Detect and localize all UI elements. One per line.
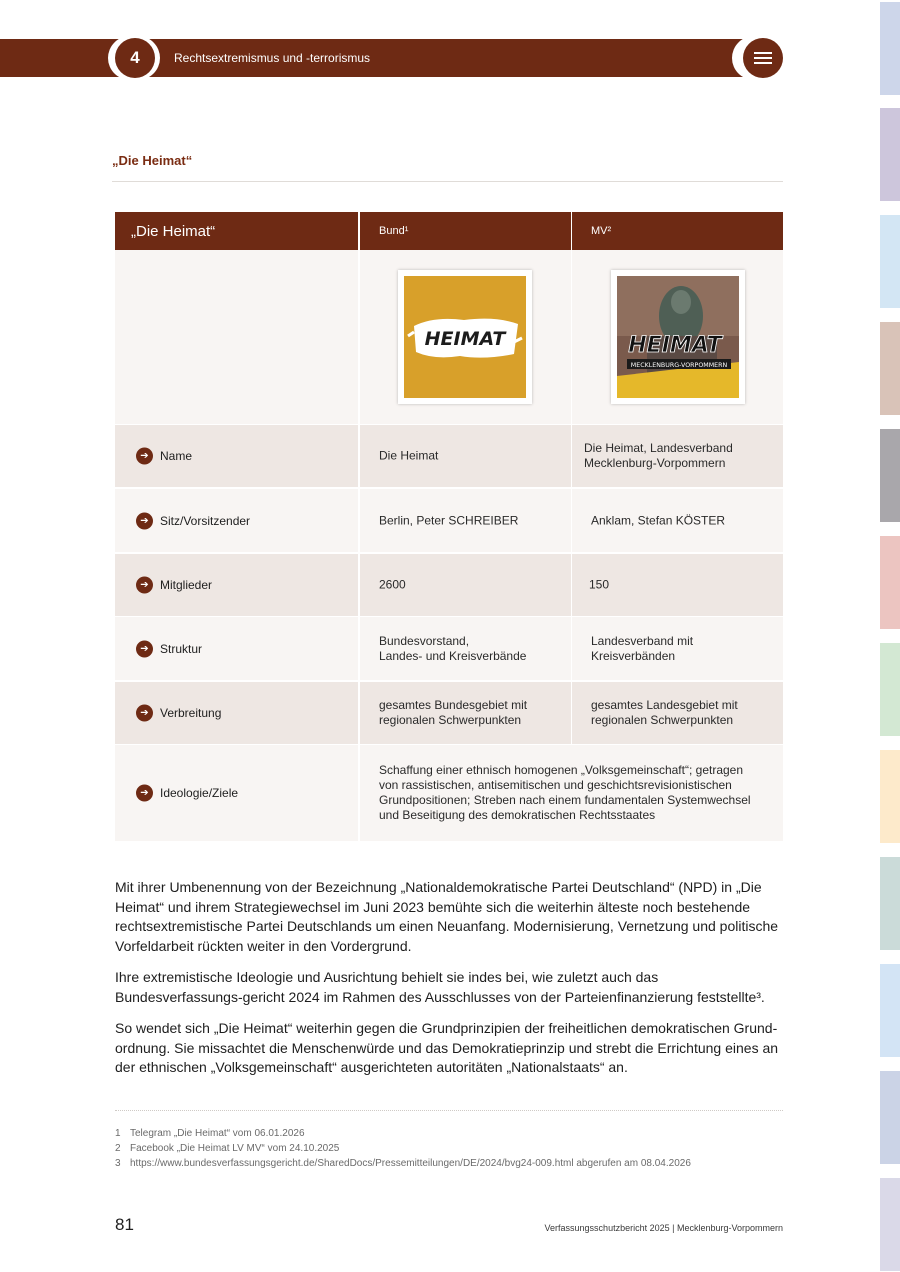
footnote-link[interactable]: 3 https://www.bundesverfassungsgericht.de/SharedDocs/Pressemitteilungen/DE/2024/bvg24-009.html abgerufen am 08.04.2026 <box>115 1158 691 1169</box>
chapter-tab[interactable] <box>880 2 900 95</box>
mv-value: Die Heimat, Landesverband Mecklenburg-Vorpommern <box>584 441 733 470</box>
row-label: Verbreitung <box>160 706 222 720</box>
table-row <box>115 554 783 616</box>
mv-value: gesamtes Landesgebiet mit regionalen Schwerpunkten <box>591 698 738 727</box>
logo-row <box>115 250 783 424</box>
mv-logo-image <box>611 270 745 404</box>
row-label: Sitz/Vorsitzender <box>160 513 251 528</box>
chapter-tab[interactable] <box>880 857 900 950</box>
chapter-tab[interactable] <box>880 750 900 843</box>
table-row <box>115 617 783 680</box>
chapter-tab[interactable] <box>880 1071 900 1164</box>
arrow-right-icon: ➔ <box>136 785 153 802</box>
mv-value: Landesverband mit Kreisverbänden <box>591 633 694 663</box>
footnote-divider <box>115 1110 783 1111</box>
row-label: Struktur <box>160 641 203 656</box>
ideology-value: Schaffung einer ethnisch homogenen „Volksgemeinschaft“; getragen von rassistischen, antisemitischen und geschichtsrevisionistischen Grundpositionen; Streben nach einem fundamentalen Systemwechsel und Beseitigung des demokratischen Rechtsstaates <box>379 763 751 822</box>
mv-value: Anklam, Stefan KÖSTER <box>591 513 726 527</box>
footnote: 2 Facebook „Die Heimat LV MV“ vom 24.10.2025 <box>115 1143 340 1154</box>
svg-text:HEIMAT: HEIMAT <box>628 333 722 358</box>
chapter-badge[interactable] <box>108 36 160 80</box>
svg-text:MECKLENBURG-VORPOMMERN: MECKLENBURG-VORPOMMERN <box>630 362 728 369</box>
chapter-tab[interactable] <box>880 964 900 1057</box>
hamburger-menu-icon[interactable] <box>743 38 783 78</box>
bund-value: Die Heimat <box>379 448 439 463</box>
publication-title: Verfassungsschutzbericht 2025 | Mecklenburg-Vorpommern <box>544 1223 783 1233</box>
mv-value: 150 <box>589 577 610 592</box>
chapter-tab[interactable] <box>880 1178 900 1271</box>
bund-value: 2600 <box>379 577 406 592</box>
chapter-tab[interactable] <box>880 215 900 308</box>
row-label: Ideologie/Ziele <box>160 786 239 800</box>
bund-logo-image <box>398 270 532 404</box>
chapter-tab[interactable] <box>880 643 900 736</box>
chapter-tab[interactable] <box>880 429 900 522</box>
bund-value: Berlin, Peter SCHREIBER <box>379 513 519 527</box>
section-heading: „Die Heimat“ <box>112 153 193 168</box>
body-paragraph: So wendet sich „Die Heimat“ weiterhin gegen die Grundprinzipien der freiheitlichen demokratischen Grund-ordnung. Sie missachtet die Menschenwürde und das Demokratieprinzip und strebt die Errichtung eines an der ethnischen „Volksgemeinschaft“ ausgerichteten autoritäten „Nationalstaats“ an. <box>115 1020 779 1075</box>
chapter-number: 4 <box>115 38 155 78</box>
page-number: 81 <box>115 1215 134 1234</box>
header-cell-mv: MV² <box>572 212 783 250</box>
header-cell-bund: Bund¹ <box>360 212 571 250</box>
section-divider <box>112 181 783 182</box>
table-header-row <box>115 212 783 250</box>
row-label: Mitglieder <box>160 578 213 592</box>
body-paragraph: Ihre extremistische Ideologie und Ausrichtung behielt sie indes bei, wie zuletzt auch das Bundesverfassungs-gericht 2024 im Rahmen des Ausschlusses von der Parteienfinanzierung feststellte³. <box>115 969 765 1005</box>
arrow-right-icon: ➔ <box>136 448 153 465</box>
chapter-tab[interactable] <box>880 108 900 201</box>
table-row <box>115 682 783 744</box>
arrow-right-icon: ➔ <box>136 640 153 657</box>
chapter-tab[interactable] <box>880 536 900 629</box>
table-row <box>115 425 783 487</box>
body-paragraph: Mit ihrer Umbenennung von der Bezeichnung „Nationaldemokratische Partei Deutschland“ (NPD) in „Die Heimat“ und ihrem Strategiewechsel im Juni 2023 bemühte sich die weiterhin älteste noch bestehende rechtsextremistische Partei Deutschlands um einen Neuanfang. Modernisierung, Vernetzung und politische Vorfeldarbeit rückten weiter in den Vordergrund. <box>115 879 779 954</box>
chapter-tab[interactable] <box>880 322 900 415</box>
chapter-title: Rechtsextremismus und -terrorismus <box>174 51 371 65</box>
header-cell-party: „Die Heimat“ <box>115 212 358 250</box>
bund-value: gesamtes Bundesgebiet mit regionalen Schwerpunkten <box>379 698 528 727</box>
row-label: Name <box>160 449 193 463</box>
footnote: 1 Telegram „Die Heimat“ vom 06.01.2026 <box>115 1128 305 1139</box>
arrow-right-icon: ➔ <box>136 705 153 722</box>
svg-text:HEIMAT: HEIMAT <box>424 328 506 350</box>
table-row <box>115 489 783 552</box>
bund-value: Bundesvorstand, Landes- und Kreisverbände <box>379 633 527 663</box>
table-row <box>115 745 783 841</box>
arrow-right-icon: ➔ <box>136 577 153 594</box>
arrow-right-icon: ➔ <box>136 512 153 529</box>
